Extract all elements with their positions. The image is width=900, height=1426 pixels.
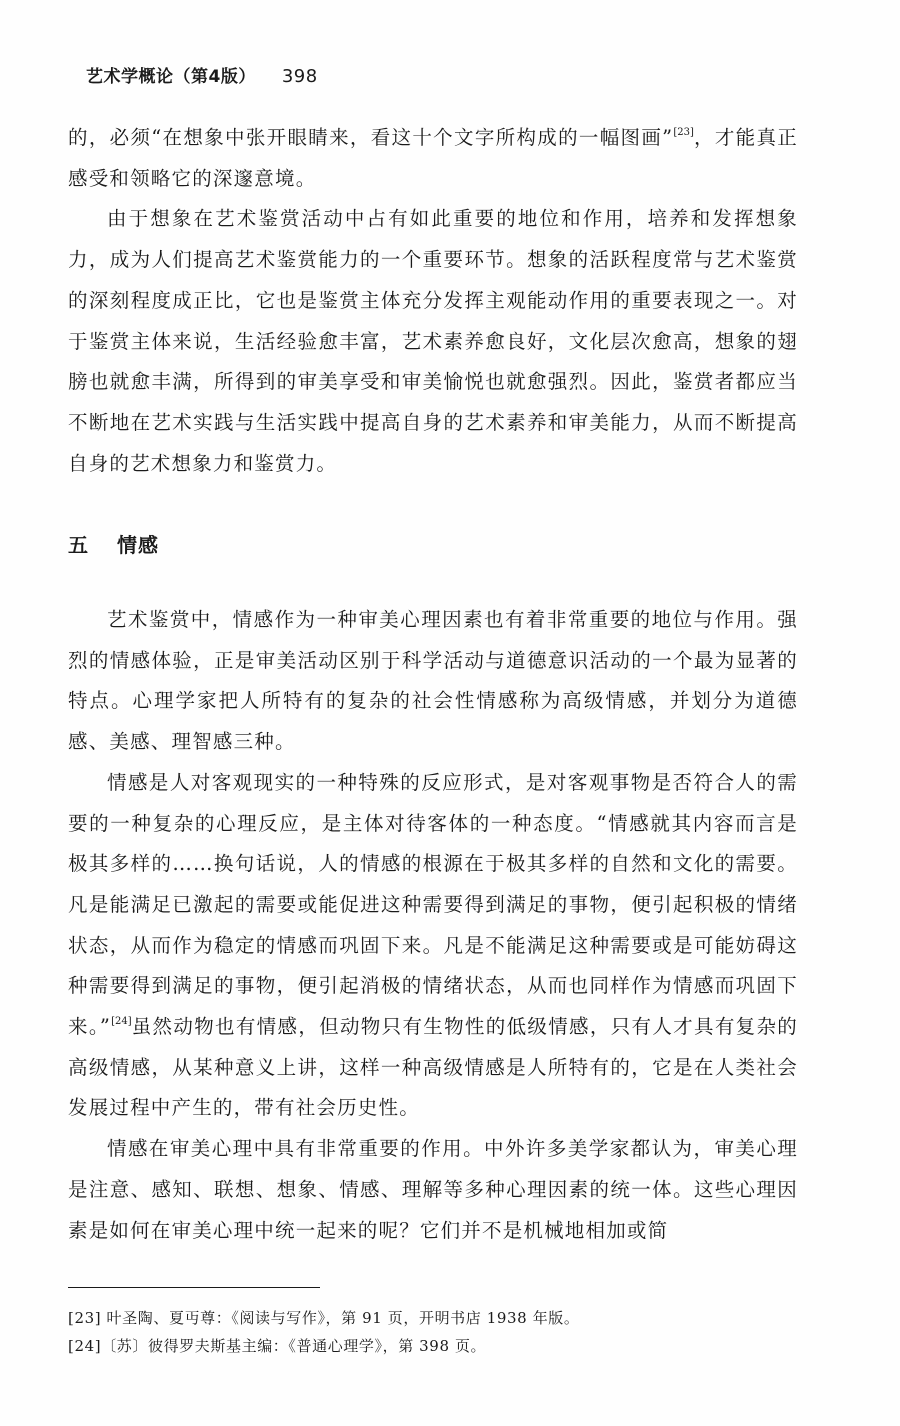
footnotes: [68, 1304, 798, 1360]
paragraph: 由于想象在艺术鉴赏活动中占有如此重要的地位和作用，培养和发挥想象力，成为人们提高艺术鉴赏能力的一个重要环节。想象的活跃程度常与艺术鉴赏的深刻程度成正比，它也是鉴赏主体充分发挥主观能动作用的重要表现之一。对于鉴赏主体来说，生活经验愈丰富，艺术素养愈良好，文化层次愈高，想象的翅膀也就愈丰满，所得到的审美享受和审美愉悦也就愈强烈。因此，鉴赏者都应当不断地在艺术实践与生活实践中提高自身的艺术素养和审美能力，从而不断提高自身的艺术想象力和鉴赏力。: [68, 207, 798, 475]
footnote-24: [24]〔苏〕彼得罗夫斯基主编：《普通心理学》，第 398 页。: [68, 1337, 487, 1355]
paragraph: 情感是人对客观现实的一种特殊的反应形式，是对客观事物是否符合人的需要的一种复杂的心理反应，是主体对待客体的一种态度。“情感就其内容而言是极其多样的……换句话说，人的情感的根源在于极其多样的自然和文化的需要。凡是能满足已激起的需要或能促进这种需要得到满足的事物，便引起积极的情绪状态，从而作为稳定的情感而巩固下来。凡是不能满足这种需要或是可能妨碍这种需要得到满足的事物，便引起消极的情绪状态，从而也同样作为情感而巩固下来。”[24]虽然动物也有情感，但动物只有生物性的低级情感，只有人才具有复杂的高级情感，从某种意义上讲，这样一种高级情感是人所特有的，它是在人类社会发展过程中产生的，带有社会历史性。: [68, 770, 798, 1120]
body-text-top: [68, 118, 798, 484]
body-text-section: [68, 600, 798, 1251]
book-title: 艺术学概论（第4版）: [86, 67, 256, 87]
page-number: 398: [281, 66, 318, 87]
footnote-ref-23[interactable]: [23]: [673, 127, 694, 138]
paragraph: 情感在审美心理中具有非常重要的作用。中外许多美学家都认为，审美心理是注意、感知、联想、想象、情感、理解等多种心理因素的统一体。这些心理因素是如何在审美心理中统一起来的呢？它们并不是机械地相加或简: [68, 1137, 798, 1242]
paragraph: 艺术鉴赏中，情感作为一种审美心理因素也有着非常重要的地位与作用。强烈的情感体验，正是审美活动区别于科学活动与道德意识活动的一个最为显著的特点。心理学家把人所特有的复杂的社会性情感称为高级情感，并划分为道德感、美感、理智感三种。: [68, 608, 798, 754]
footnote-23: [23] 叶圣陶、夏丏尊：《阅读与写作》，第 91 页，开明书店 1938 年版。: [68, 1309, 580, 1327]
section-heading: [68, 529, 159, 558]
running-header: [86, 62, 318, 87]
paragraph-continued: 的，必须“在想象中张开眼睛来，看这十个文字所构成的一幅图画”[23]，才能真正感受和领略它的深邃意境。: [68, 126, 798, 190]
section-number: 五: [68, 533, 89, 557]
footnote-ref-24[interactable]: [24]: [111, 1016, 132, 1028]
section-title: 情感: [117, 533, 159, 557]
footnote-divider: [68, 1287, 320, 1288]
